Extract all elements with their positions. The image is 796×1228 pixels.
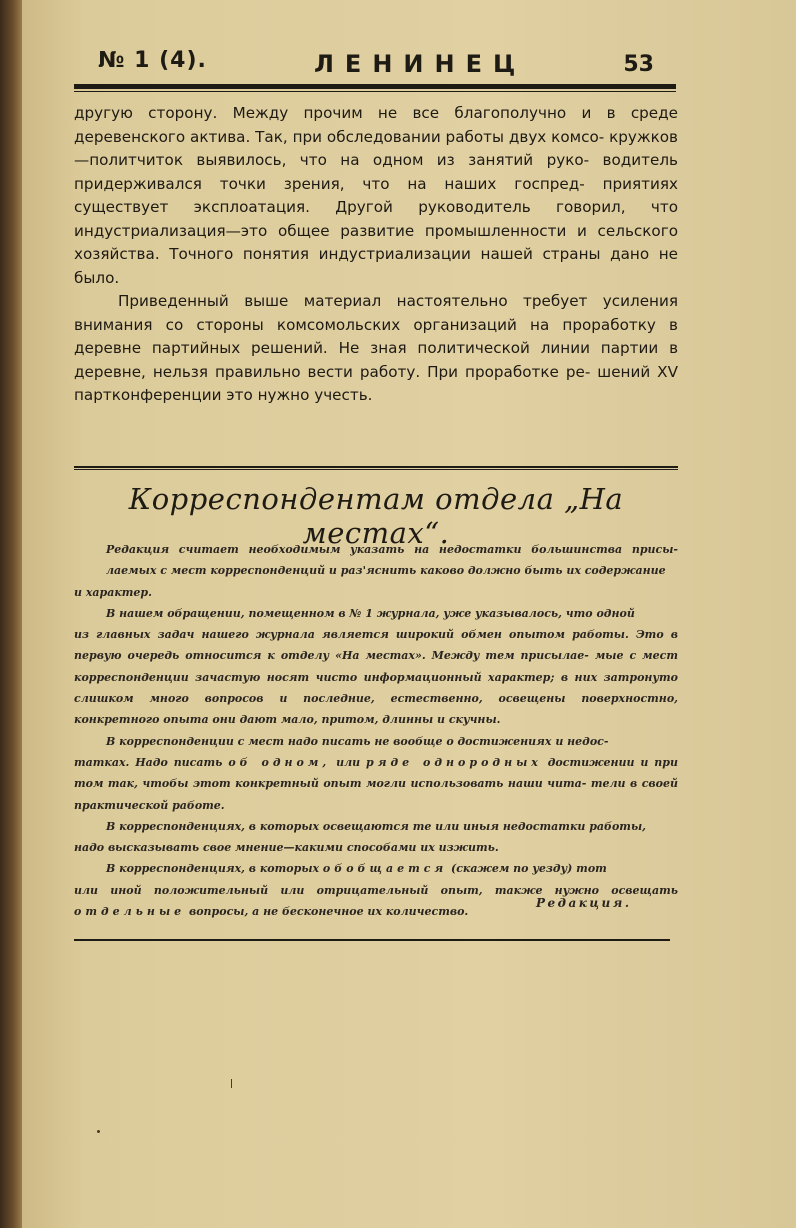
section-divider-bottom [74,939,670,941]
text-line: шений XV партконференции это нужно учесть. [74,362,678,404]
notice-paragraph [106,858,678,879]
text-line: в деревне партийных решений. Не зная политической линии партии [74,315,678,357]
text-line: В корреспонденции с мест надо писать не вообще о достижениях и недос- [106,734,609,748]
text-line: в них затронуто слишком много вопросов и последние, естественно, освещены [74,670,678,706]
print-speck [231,1079,232,1088]
header-rule-thin [74,91,676,92]
text-line: из главных задач нашего журнала является широкий обмен опытом работы. [74,628,629,642]
article-paragraph [74,102,678,290]
section-divider [74,466,678,468]
spaced-emphasis: об одном, [228,755,331,769]
notice-paragraph [106,731,678,752]
text-line: Это в первую очередь относится к отделу «На местах». Между тем присылае- [74,628,678,663]
notice-paragraph-cont [74,582,678,603]
text-line: или иной положительный или отрицательный опыт, также нужно освещать [74,883,678,897]
text-line: Редакция считает необходимым указать на недостатки большинства присы- [106,543,678,556]
text-fragment: (скажем по уезду) тот [451,862,607,876]
text-line: страны дано не было. [74,245,678,287]
print-speck [97,1130,100,1133]
text-line: лаемых с мест корреспонденций и раз'яснить каково должно быть их содержание [106,564,666,578]
text-fragment: вопросы, а не бесконечное их количество. [189,905,469,919]
text-line: надо высказывать свое мнение—какими способами их изжить. [74,841,499,855]
text-fragment: или [336,755,361,769]
notice-body [74,539,678,922]
text-line: другую сторону. Между прочим не все благополучно и в среде [74,104,678,122]
text-line: Приведенный выше материал настоятельно требует усиления [118,292,678,310]
text-line: в деревне, нельзя правильно вести работу. При проработке ре- [74,339,679,381]
text-line: внимания со стороны комсомольских организаций на проработку [74,315,656,334]
text-line: В корреспонденциях, в которых освещаются те или иныя недостатки работы, [106,819,646,833]
book-spine [0,0,22,1228]
text-line: мые с мест корреспонденции зачастую носят чисто информационный характер; [74,649,678,684]
article-paragraph [74,290,678,408]
header-rule [74,84,676,89]
spaced-emphasis: обобщается [322,862,448,876]
text-line: сельского хозяйства. Точного понятия индустриализации нашей [74,221,678,263]
article-body [74,102,678,408]
journal-title: ЛЕНИНЕЦ [314,50,527,78]
notice-paragraph [106,539,678,582]
notice-paragraph-cont [74,752,678,816]
text-line: и при том так, чтобы этот конкретный опыт могли использовать наши чита- [74,755,678,791]
notice-paragraph [106,603,678,624]
text-line: и характер. [74,585,152,599]
text-line: поверхностно, конкретного опыта они дают мало, притом, длинны и скучны. [74,692,678,727]
text-fragment: татках. Надо писать [74,755,223,769]
text-line: В нашем обращении, помещенном в № 1 журнала, уже указывалось, что одной [106,606,635,620]
notice-heading: Корреспондентам отдела „На местах“. [128,482,624,550]
text-line: приятиях существует эксплоатация. Другой руководитель говорил, [74,174,679,216]
spaced-emphasis: отдельные [74,905,186,919]
page-header [76,44,676,80]
text-fragment: В корреспонденциях, в которых [106,862,320,876]
notice-paragraph-cont [74,837,678,858]
text-line: что индустриализация—это общее развитие промышленности и [74,198,679,240]
text-fragment: достижении [547,755,635,769]
notice-paragraph-cont [74,624,678,730]
text-line: водитель придерживался точки зрения, что на наших госпред- [74,151,679,193]
page-number: 53 [623,52,654,77]
issue-number: № 1 (4). [98,48,207,73]
text-line: тели в своей практической работе. [74,777,678,812]
editorial-signature: Редакция. [536,896,632,910]
text-line: деревенского актива. Так, при обследовании работы двух комсо- [74,127,605,146]
text-line: кружков—политчиток выявилось, что на одном из занятий руко- [74,127,678,169]
notice-paragraph [106,816,678,837]
spaced-emphasis: ряде однородных [366,755,542,769]
section-divider-thin [74,469,678,470]
